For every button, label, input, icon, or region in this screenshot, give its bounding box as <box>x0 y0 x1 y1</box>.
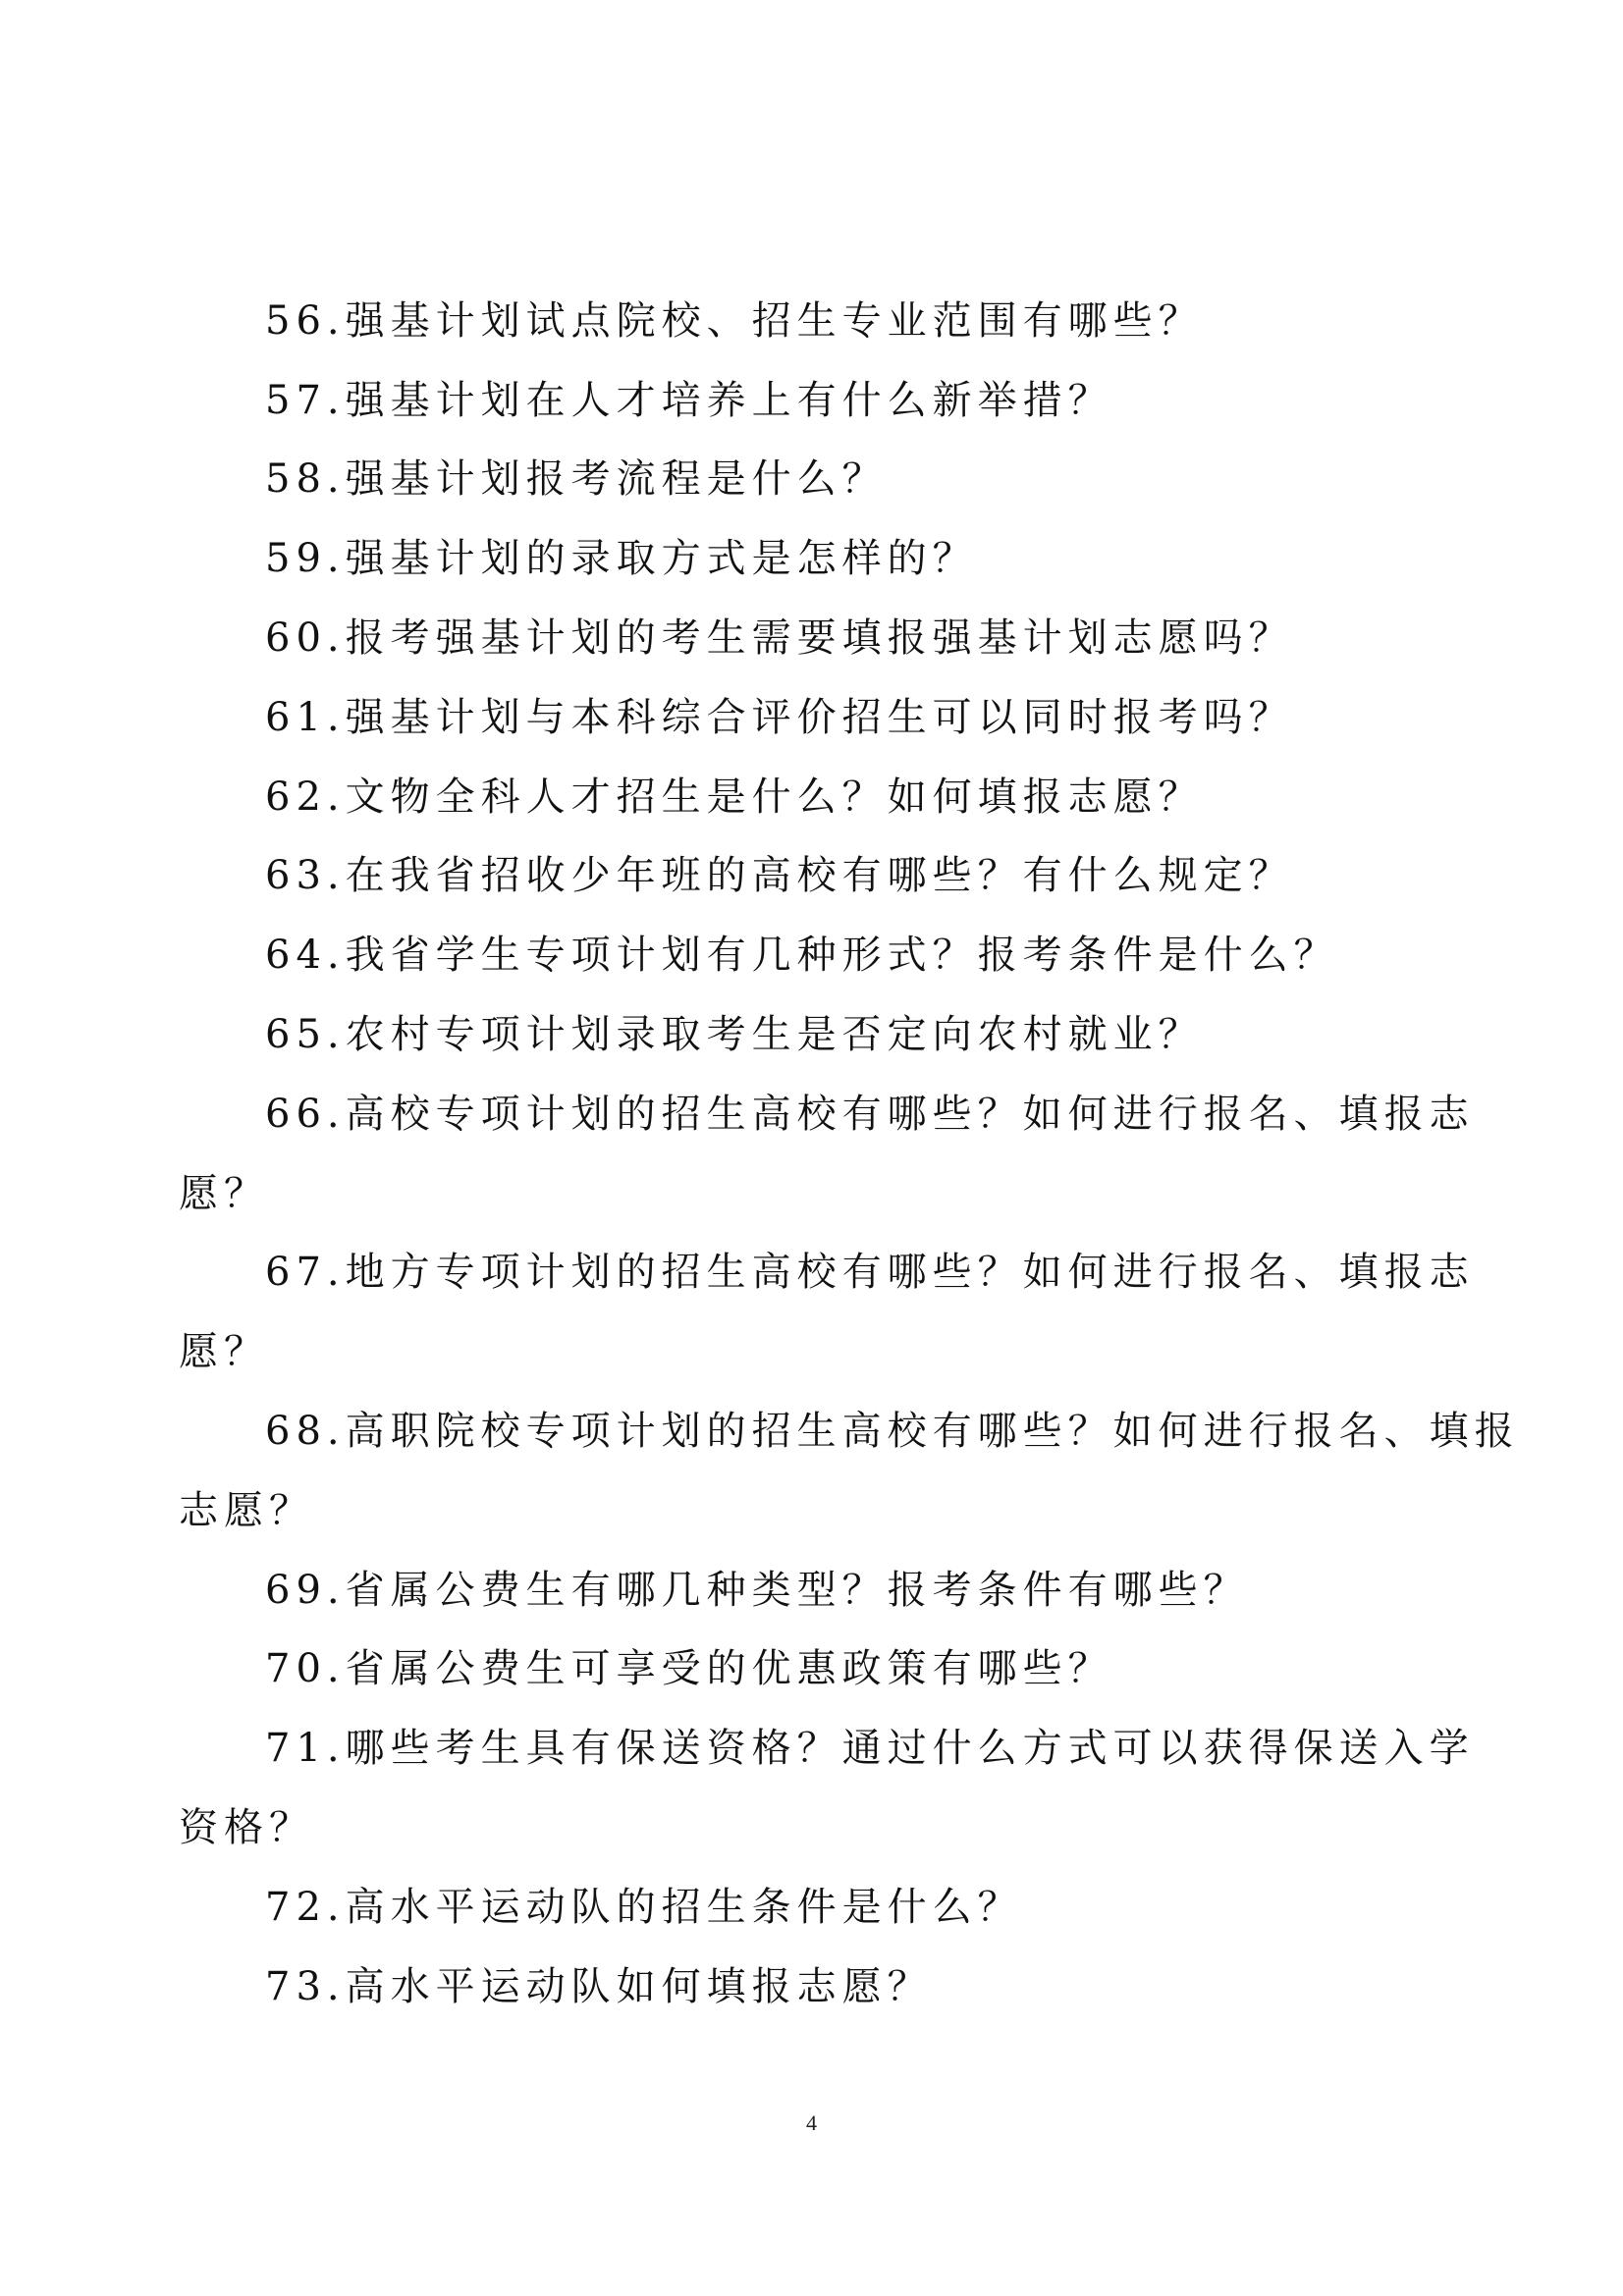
question-60: 60.报考强基计划的考生需要填报强基计划志愿吗？ <box>265 615 1294 661</box>
question-68-cont: 志愿？ <box>179 1488 314 1533</box>
question-62: 62.文物全科人才招生是什么？如何填报志愿？ <box>265 774 1204 820</box>
question-63: 63.在我省招收少年班的高校有哪些？有什么规定？ <box>265 853 1294 898</box>
question-57: 57.强基计划在人才培养上有什么新举措？ <box>265 378 1113 423</box>
page-number: 4 <box>806 2110 817 2135</box>
question-71-cont: 资格？ <box>179 1805 314 1850</box>
question-66-cont: 愿？ <box>179 1171 269 1216</box>
question-73: 73.高水平运动队如何填报志愿？ <box>265 1964 933 2009</box>
question-72: 72.高水平运动队的招生条件是什么？ <box>265 1885 1023 1930</box>
question-59: 59.强基计划的录取方式是怎样的？ <box>265 536 978 581</box>
question-61: 61.强基计划与本科综合评价招生可以同时报考吗？ <box>265 695 1294 740</box>
question-67: 67.地方专项计划的招生高校有哪些？如何进行报名、填报志 <box>265 1250 1475 1295</box>
question-64: 64.我省学生专项计划有几种形式？报考条件是什么？ <box>265 933 1339 978</box>
question-69: 69.省属公费生有哪几种类型？报考条件有哪些？ <box>265 1568 1249 1613</box>
question-67-cont: 愿？ <box>179 1329 269 1374</box>
question-65: 65.农村专项计划录取考生是否定向农村就业？ <box>265 1012 1204 1057</box>
question-56: 56.强基计划试点院校、招生专业范围有哪些？ <box>265 298 1204 344</box>
question-70: 70.省属公费生可享受的优惠政策有哪些？ <box>265 1646 1113 1691</box>
question-71: 71.哪些考生具有保送资格？通过什么方式可以获得保送入学 <box>265 1726 1475 1771</box>
question-66: 66.高校专项计划的招生高校有哪些？如何进行报名、填报志 <box>265 1092 1475 1137</box>
question-58: 58.强基计划报考流程是什么？ <box>265 456 888 502</box>
question-68: 68.高职院校专项计划的招生高校有哪些？如何进行报名、填报 <box>265 1409 1520 1454</box>
